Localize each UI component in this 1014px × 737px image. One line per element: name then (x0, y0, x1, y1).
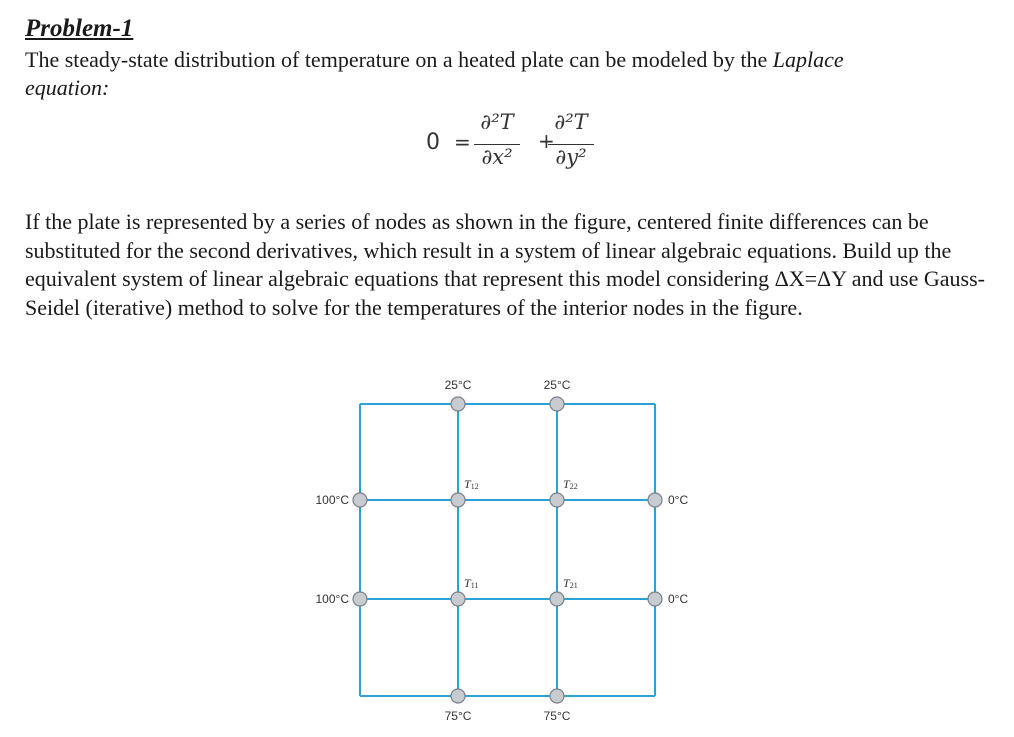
laplace-term: Laplace (772, 47, 844, 72)
grid-diagram (300, 372, 720, 732)
fraction-2-denominator: ∂y² (555, 145, 587, 169)
equation-term: equation: (25, 75, 110, 100)
fraction-1-denominator: ∂x² (481, 145, 513, 169)
plate-grid-nodes (353, 397, 662, 703)
top-boundary-node (451, 397, 465, 411)
interior-node-t12 (451, 493, 465, 507)
interior-label-t12: T12 (464, 477, 479, 491)
plate-grid-lines (360, 404, 655, 696)
fraction-1-numerator: ∂²T (480, 110, 514, 134)
problem-title: Problem-1 (25, 15, 134, 42)
interior-node-t22 (550, 493, 564, 507)
plate-node-grid-figure (300, 372, 720, 732)
right-temp-label: 0°C (668, 493, 689, 507)
bottom-temp-label: 75°C (543, 709, 571, 723)
top-temp-label: 25°C (444, 378, 472, 392)
top-temp-label: 25°C (543, 378, 571, 392)
bottom-boundary-node (550, 689, 564, 703)
interior-node-t21 (550, 592, 564, 606)
bottom-boundary-node (451, 689, 465, 703)
fraction-2-numerator: ∂²T (554, 110, 588, 134)
interior-label-t22: T22 (563, 477, 578, 491)
interior-label-t21: T21 (563, 576, 578, 590)
left-temp-label: 100°C (315, 592, 349, 606)
left-temp-label: 100°C (315, 493, 349, 507)
interior-node-t11 (451, 592, 465, 606)
right-boundary-node (648, 493, 662, 507)
fraction-d2t-dy2 (546, 108, 596, 180)
bottom-temp-label: 75°C (444, 709, 472, 723)
right-temp-label: 0°C (668, 592, 689, 606)
left-boundary-node (353, 493, 367, 507)
equation-plus: + (538, 129, 555, 153)
fraction-d2t-dx2 (472, 108, 522, 180)
laplace-equation (426, 108, 596, 180)
intro-text: The steady-state distribution of temperature on a heated plate can be modeled by the (25, 47, 773, 72)
interior-label-t11: T11 (464, 576, 479, 590)
problem-statement: If the plate is represented by a series of nodes as shown in the figure, centered finite differences can be substituted for the second derivatives, which result in a system of linear algebraic equations. Build up the equivalent system of linear algebraic equations that represent this model considering ΔX=ΔY and use Gauss-Seidel (iterative) method to solve for the temperatures of the interior nodes in the figure. (25, 209, 985, 320)
equation-equals: = (454, 130, 471, 154)
right-boundary-node (648, 592, 662, 606)
intro-paragraph (25, 46, 985, 102)
top-boundary-node (550, 397, 564, 411)
left-boundary-node (353, 592, 367, 606)
plate-grid-labels (316, 378, 689, 723)
equation-lhs: 0 (426, 130, 440, 155)
